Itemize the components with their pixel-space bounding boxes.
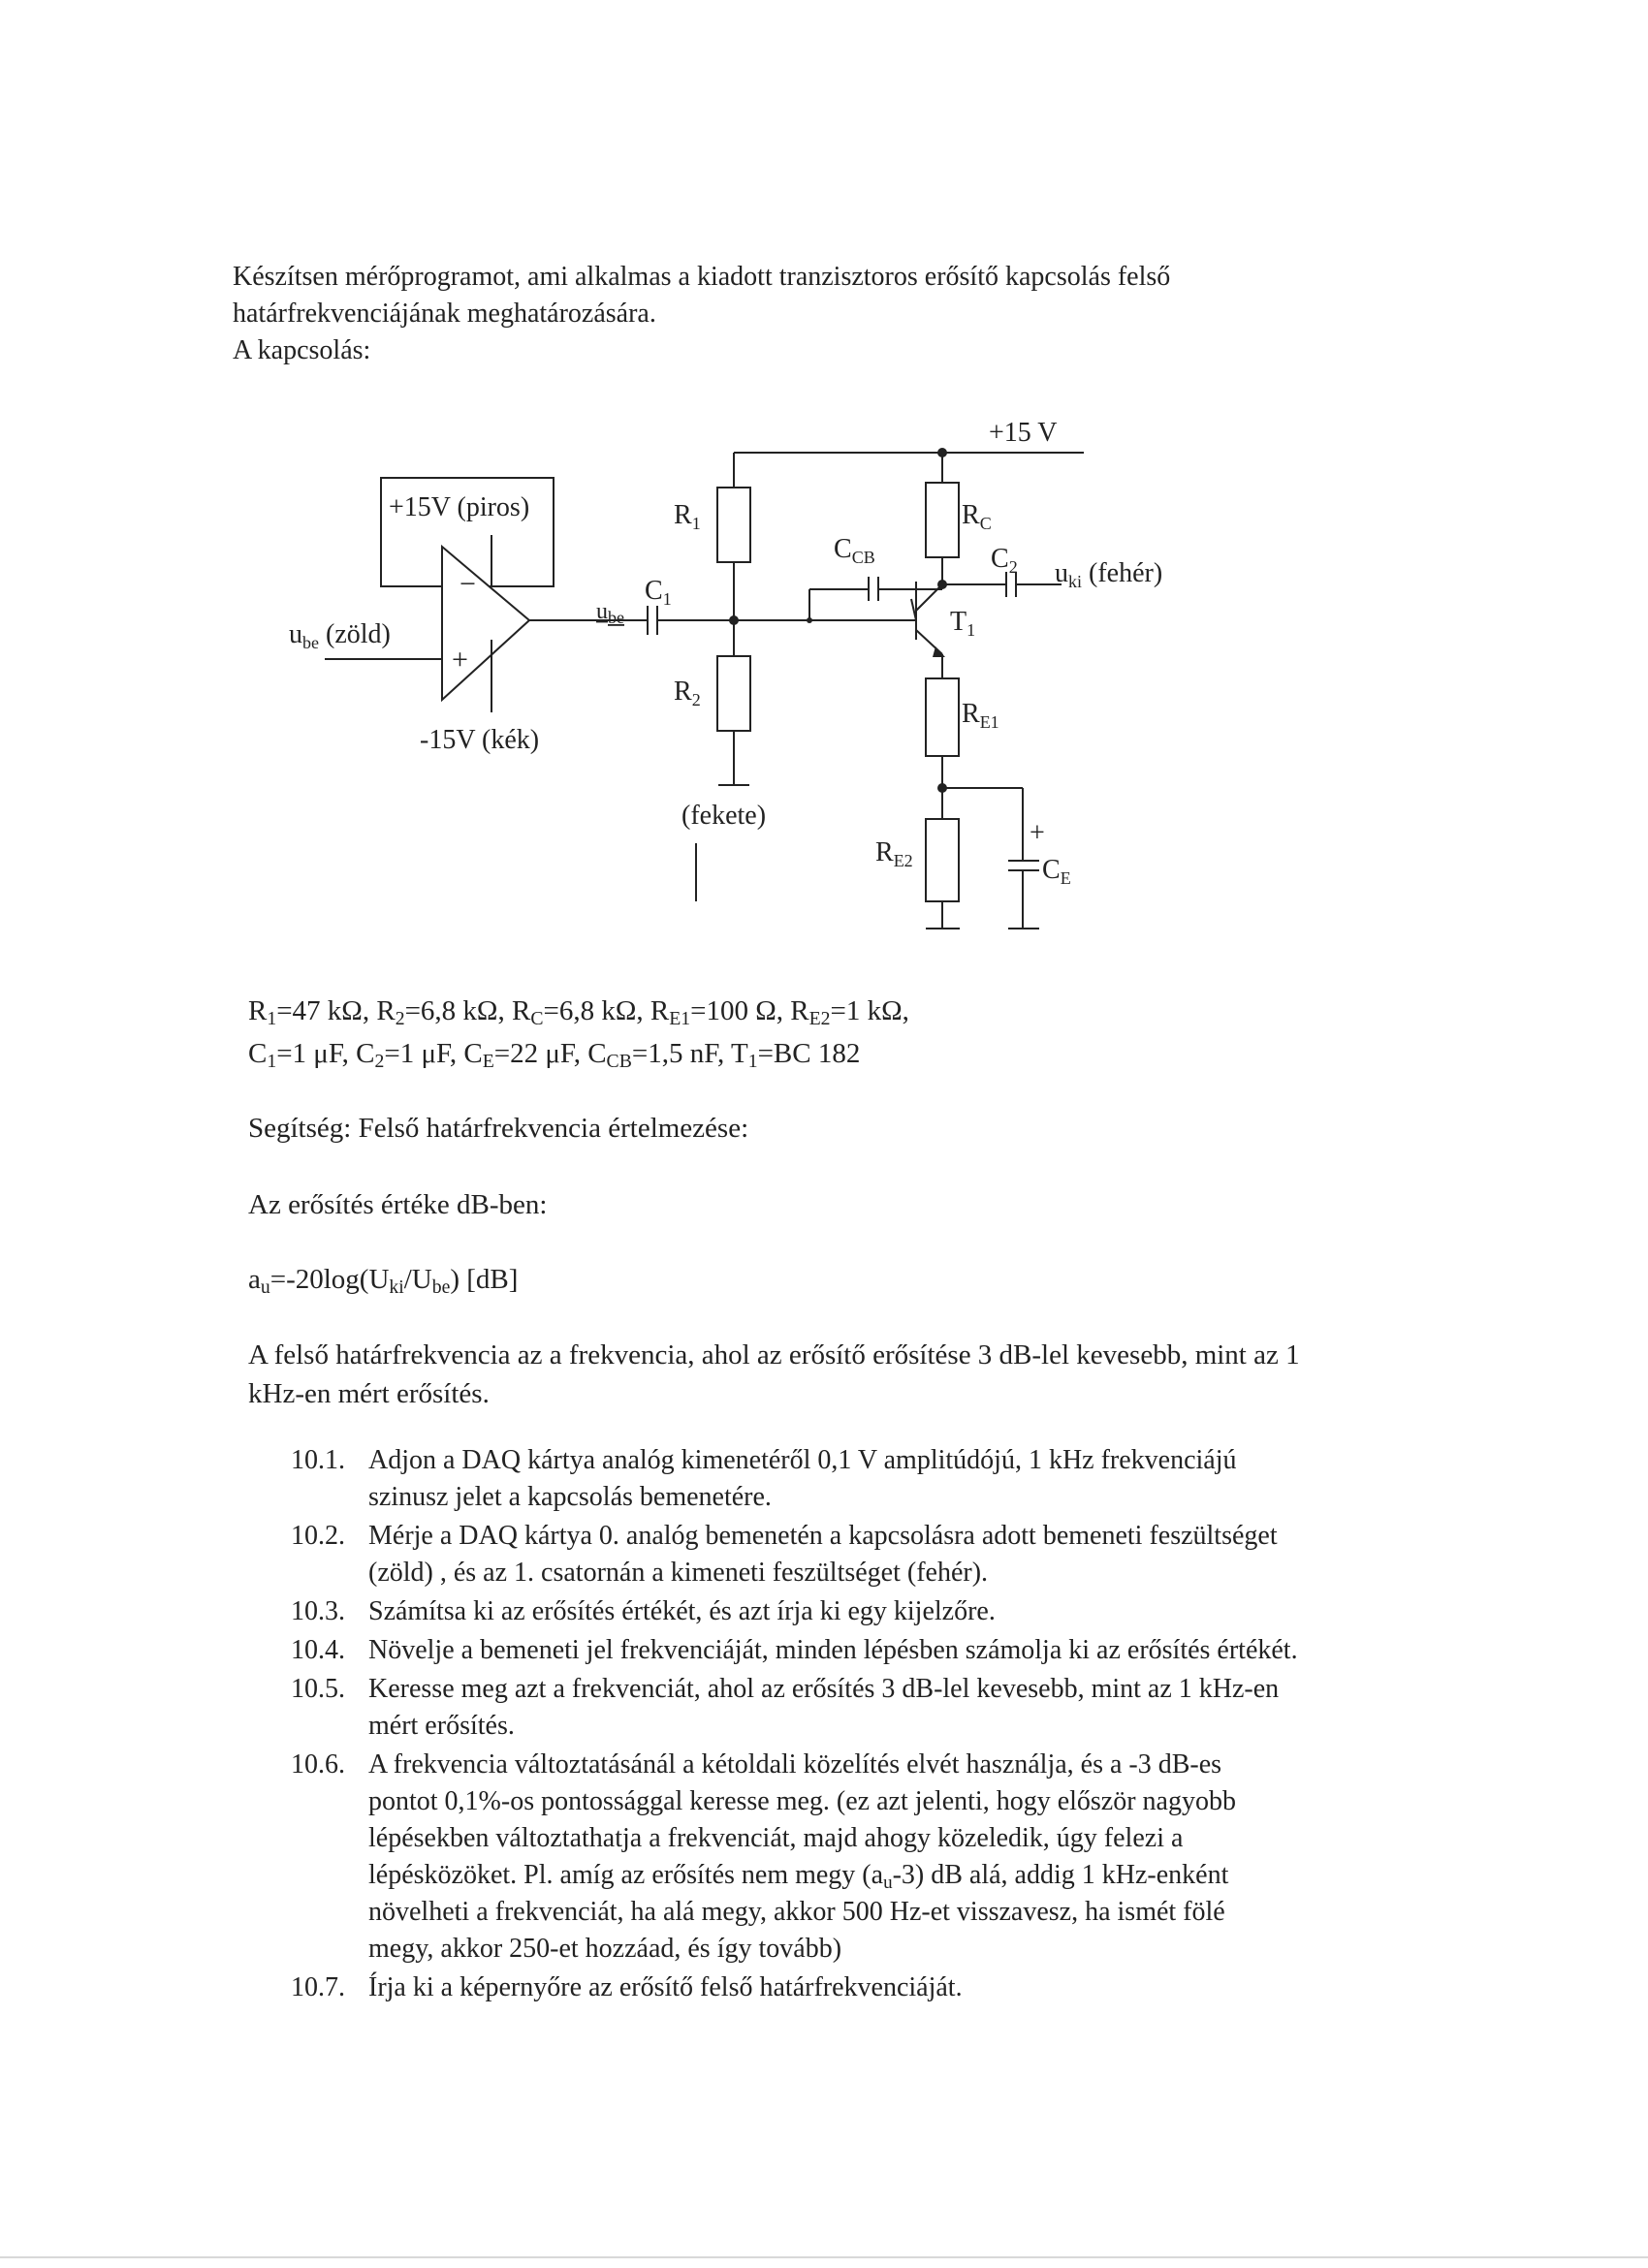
- task-line: pontot 0,1%-os pontossággal keresse meg. (ez azt jelenti, hogy először nagyobb: [368, 1786, 1236, 1816]
- task-number: 10.3.: [291, 1596, 345, 1626]
- t1-label: $T_1$: [950, 607, 976, 640]
- rc-resistor: [926, 483, 959, 557]
- task-list: [291, 1442, 1503, 2008]
- input-label: $u_{be}$ (zöld): [289, 619, 391, 652]
- rc-label: $R_C$: [962, 500, 992, 533]
- task-number: 10.2.: [291, 1521, 345, 1551]
- values-line-2: $C_1=1$ μF, $C_2=1$ μF, $C_E=22$ μF, $C_{CB}=1,5$ nF, $T_1=BC$ 182: [248, 1038, 861, 1072]
- gain-intro: Az erősítés értéke dB-ben:: [248, 1189, 548, 1220]
- task-line: Növelje a bemeneti jel frekvenciáját, minden lépésben számolja ki az erősítés értékét.: [368, 1635, 1298, 1665]
- help-title: Segítség: Felső határfrekvencia értelmezése:: [248, 1113, 749, 1144]
- opamp-pos-supply-label: +15V (piros): [389, 492, 530, 522]
- c1-label: $C_1$: [645, 576, 672, 609]
- task-line: szinusz jelet a kapcsolás bemenetére.: [368, 1482, 772, 1512]
- opamp: [442, 547, 529, 700]
- task-item: [291, 1671, 1503, 1745]
- task-line: (zöld) , és az 1. csatornán a kimeneti feszültséget (fehér).: [368, 1558, 989, 1588]
- r1-resistor: [717, 488, 750, 562]
- task-line: növelheti a frekvenciát, ha alá megy, akkor 500 Hz-et visszavesz, ha ismét fölé: [368, 1897, 1225, 1927]
- task-item: [291, 1518, 1503, 1591]
- definition-line-1: A felső határfrekvencia az a frekvencia, ahol az erősítő erősítése 3 dB-lel kevesebb, mint az 1: [248, 1339, 1300, 1370]
- re1-resistor: [926, 678, 959, 756]
- task-item: [291, 1747, 1503, 1968]
- values-line-1: $R_1=47$ kΩ, $R_2=6,8$ kΩ, $R_C=6,8$ kΩ, $R_{E1}=100$ Ω, $R_{E2}=1$ kΩ,: [248, 995, 909, 1029]
- task-line: Adjon a DAQ kártya analóg kimenetéről 0,1 V amplitúdójú, 1 kHz frekvenciájú: [368, 1445, 1237, 1475]
- gain-formula: $a_u=-20\log(U_{ki}/U_{be})$ [dB]: [248, 1264, 519, 1298]
- supply-label: +15 V: [989, 418, 1058, 448]
- task-number: 10.5.: [291, 1674, 345, 1704]
- r2-resistor: [717, 656, 750, 731]
- task-number: 10.1.: [291, 1445, 345, 1475]
- task-line: megy, akkor 250-et hozzáad, és így tovább): [368, 1934, 842, 1964]
- task-number: 10.7.: [291, 1972, 345, 2002]
- task-item: [291, 1632, 1503, 1669]
- scan-edge-line: [0, 2256, 1648, 2258]
- task-line: A frekvencia változtatásánál a kétoldali közelítés elvét használja, és a -3 dB-es: [368, 1749, 1222, 1780]
- re2-label: $R_{E2}$: [875, 837, 913, 870]
- task-item: [291, 1593, 1503, 1630]
- c2-label: $C_2$: [991, 544, 1018, 577]
- ce-plus-label: +: [1030, 818, 1045, 848]
- intro-line-3: A kapcsolás:: [233, 335, 371, 365]
- task-number: 10.6.: [291, 1749, 345, 1780]
- task-line: Keresse meg azt a frekvenciát, ahol az erősítés 3 dB-lel kevesebb, mint az 1 kHz-en: [368, 1674, 1280, 1704]
- ce-label: $C_E$: [1042, 855, 1071, 888]
- task-line: lépésközöket. Pl. amíg az erősítés nem megy $(a_u-3)$ dB alá, addig 1 kHz-enként: [368, 1860, 1229, 1893]
- circuit-diagram: [0, 0, 1648, 969]
- ccb-label: $C_{CB}$: [834, 534, 875, 567]
- ube-label: $u_{be}$: [596, 599, 624, 627]
- opamp-plus-label: +: [452, 644, 468, 676]
- intro-line-2: határfrekvenciájának meghatározására.: [233, 299, 656, 329]
- task-line: Számítsa ki az erősítés értékét, és azt írja ki egy kijelzőre.: [368, 1596, 996, 1626]
- task-item: [291, 1969, 1503, 2006]
- task-line: Írja ki a képernyőre az erősítő felső határfrekvenciáját.: [368, 1972, 963, 2002]
- opamp-neg-supply-label: -15V (kék): [420, 725, 540, 755]
- intro-line-1: Készítsen mérőprogramot, ami alkalmas a kiadott tranzisztoros erősítő kapcsolás felső: [233, 262, 1171, 292]
- task-line: Mérje a DAQ kártya 0. analóg bemenetén a kapcsolásra adott bemeneti feszültséget: [368, 1521, 1278, 1551]
- re2-resistor: [926, 819, 959, 901]
- task-number: 10.4.: [291, 1635, 345, 1665]
- re1-label: $R_{E1}$: [962, 699, 999, 732]
- task-line: mért erősítés.: [368, 1711, 515, 1741]
- ground-label: (fekete): [681, 801, 767, 831]
- opamp-minus-label: −: [460, 568, 476, 600]
- component-values: [248, 993, 909, 1079]
- r1-label: $R_1$: [674, 500, 701, 533]
- task-line: lépésekben változtathatja a frekvenciát, majd ahogy közeledik, úgy felezi a: [368, 1823, 1184, 1853]
- output-label: $u_{ki}$ (fehér): [1055, 558, 1163, 591]
- task-item: [291, 1442, 1503, 1516]
- definition-line-2: kHz-en mért erősítés.: [248, 1378, 490, 1409]
- r2-label: $R_2$: [674, 677, 701, 709]
